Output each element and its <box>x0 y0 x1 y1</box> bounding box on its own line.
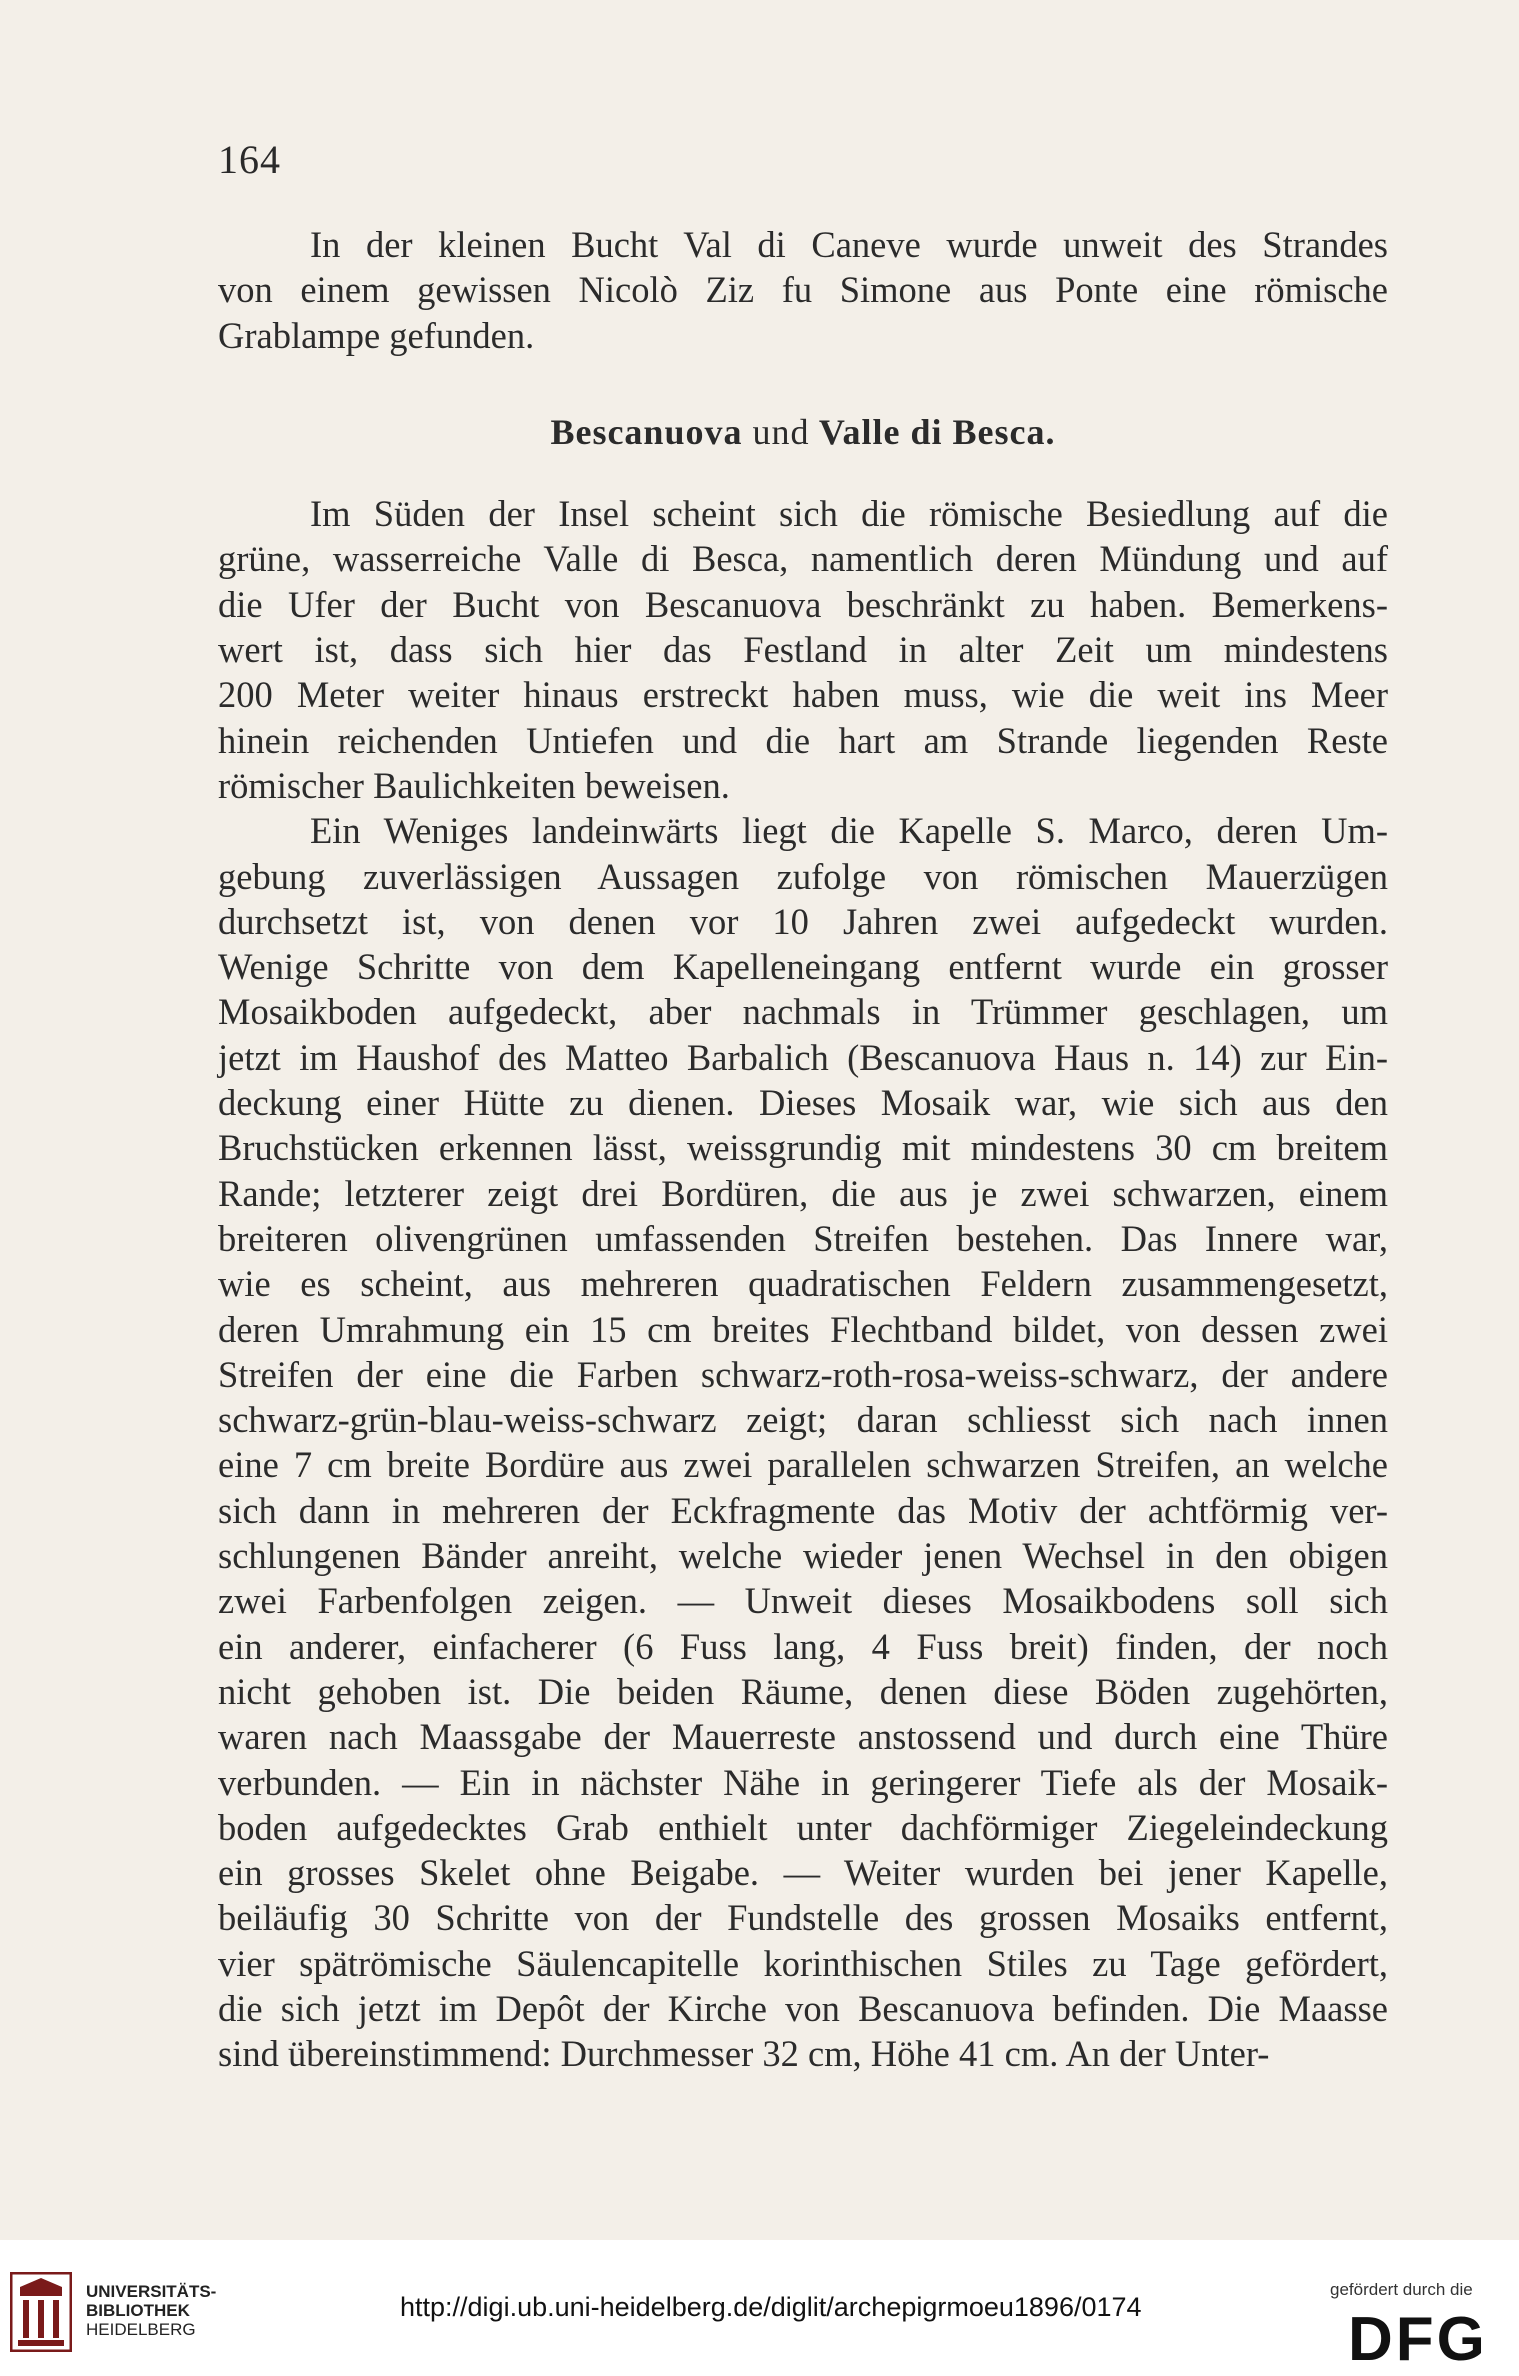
text-line: die Ufer der Bucht von Bescanuova beschränkt zu haben. Bemerkens- <box>218 583 1388 625</box>
text-line: grüne, wasserreiche Valle di Besca, namentlich deren Mündung und auf <box>218 538 1388 580</box>
footer <box>0 2240 1519 2376</box>
permalink-url[interactable]: http://digi.ub.uni-heidelberg.de/diglit/archepigrmoeu1896/0174 <box>400 2292 1142 2322</box>
dfg-logo-icon: DFG <box>1348 2305 1488 2374</box>
text-line: jetzt im Haushof des Matteo Barbalich (Bescanuova Haus n. 14) zur Ein- <box>218 1036 1388 1078</box>
text-line: eine 7 cm breite Bordüre aus zwei parallelen schwarzen Streifen, an welche <box>218 1444 1388 1486</box>
paragraph-3 <box>218 808 1388 2076</box>
text-line: schlungenen Bänder anreiht, welche wieder jenen Wechsel in den obigen <box>218 1535 1388 1577</box>
heading-und: und <box>752 411 810 452</box>
text-line: Wenige Schritte von dem Kapelleneingang entfernt wurde ein grosser <box>218 946 1388 988</box>
text-line: gebung zuverlässigen Aussagen zufolge von römischen Mauerzügen <box>218 855 1388 897</box>
text-line: wert ist, dass sich hier das Festland in alter Zeit um mindestens <box>218 629 1388 671</box>
heading-tail: Valle di Besca. <box>818 411 1056 452</box>
text-line: Bruchstücken erkennen lässt, weissgrundig mit mindestens 30 cm breitem <box>218 1127 1388 1169</box>
text-line: breiteren olivengrünen umfassenden Streifen bestehen. Das Innere war, <box>218 1217 1388 1259</box>
text-line: Ein Weniges landeinwärts liegt die Kapelle S. Marco, deren Um- <box>310 810 1388 852</box>
library-line-2: BIBLIOTHEK <box>86 2301 190 2320</box>
text-line: Grablampe gefunden. <box>218 314 535 356</box>
text-line: wie es scheint, aus mehreren quadratischen Feldern zusammengesetzt, <box>218 1263 1388 1305</box>
text-line: In der kleinen Bucht Val di Caneve wurde unweit des Strandes <box>310 224 1388 265</box>
funding-caption: gefördert durch die <box>1330 2280 1473 2299</box>
text-line: hinein reichenden Untiefen und die hart am Strande liegenden Reste <box>218 719 1388 761</box>
text-line: schwarz-grün-blau-weiss-schwarz zeigt; daran schliesst sich nach innen <box>218 1399 1388 1441</box>
text-line: nicht gehoben ist. Die beiden Räume, denen diese Böden zugehörten, <box>218 1670 1388 1712</box>
body-text <box>218 222 1388 2077</box>
page-number: 164 <box>218 137 281 182</box>
library-line-3: HEIDELBERG <box>86 2320 196 2339</box>
university-library-logo-icon <box>10 2272 72 2352</box>
text-line: verbunden. — Ein in nächster Nähe in geringerer Tiefe als der Mosaik- <box>218 1761 1388 1803</box>
text-line: durchsetzt ist, von denen vor 10 Jahren zwei aufgedeckt wurden. <box>218 900 1388 942</box>
text-line: vier spätrömische Säulencapitelle korinthischen Stiles zu Tage gefördert, <box>218 1942 1388 1984</box>
text-line: deren Umrahmung ein 15 cm breites Flechtband bildet, von dessen zwei <box>218 1308 1388 1350</box>
paragraph-1 <box>218 222 1388 358</box>
library-line-1: UNIVERSITÄTS- <box>86 2282 217 2301</box>
section-heading <box>218 410 1388 455</box>
heading-main: Bescanuova <box>550 411 743 452</box>
text-line: die sich jetzt im Depôt der Kirche von Bescanuova befinden. Die Maasse <box>218 1987 1388 2029</box>
text-line: römischer Baulichkeiten beweisen. <box>218 764 730 806</box>
text-line: waren nach Maassgabe der Mauerreste anstossend und durch eine Thüre <box>218 1716 1388 1758</box>
text-line: sich dann in mehreren der Eckfragmente das Motiv der achtförmig ver- <box>218 1489 1388 1531</box>
text-line: Mosaikboden aufgedeckt, aber nachmals in Trümmer geschlagen, um <box>218 991 1388 1033</box>
text-line: beiläufig 30 Schritte von der Fundstelle des grossen Mosaiks entfernt, <box>218 1897 1388 1939</box>
text-line: boden aufgedecktes Grab enthielt unter dachförmiger Ziegeleindeckung <box>218 1806 1388 1848</box>
text-line: Im Süden der Insel scheint sich die römische Besiedlung auf die <box>310 493 1388 535</box>
text-line: ein anderer, einfacherer (6 Fuss lang, 4 Fuss breit) finden, der noch <box>218 1625 1388 1667</box>
text-line: Rande; letzterer zeigt drei Bordüren, die aus je zwei schwarzen, einem <box>218 1172 1388 1214</box>
paragraph-2 <box>218 491 1388 808</box>
text-line: Streifen der eine die Farben schwarz-roth-rosa-weiss-schwarz, der andere <box>218 1353 1388 1395</box>
text-line: 200 Meter weiter hinaus erstreckt haben muss, wie die weit ins Meer <box>218 674 1388 716</box>
university-library-name <box>86 2282 216 2339</box>
text-line: sind übereinstimmend: Durchmesser 32 cm, Höhe 41 cm. An der Unter- <box>218 2033 1270 2075</box>
text-line: deckung einer Hütte zu dienen. Dieses Mosaik war, wie sich aus den <box>218 1082 1388 1124</box>
text-line: ein grosses Skelet ohne Beigabe. — Weiter wurden bei jener Kapelle, <box>218 1852 1388 1894</box>
text-line: von einem gewissen Nicolò Ziz fu Simone aus Ponte eine römische <box>218 269 1388 311</box>
text-line: zwei Farbenfolgen zeigen. — Unweit dieses Mosaikbodens soll sich <box>218 1580 1388 1622</box>
